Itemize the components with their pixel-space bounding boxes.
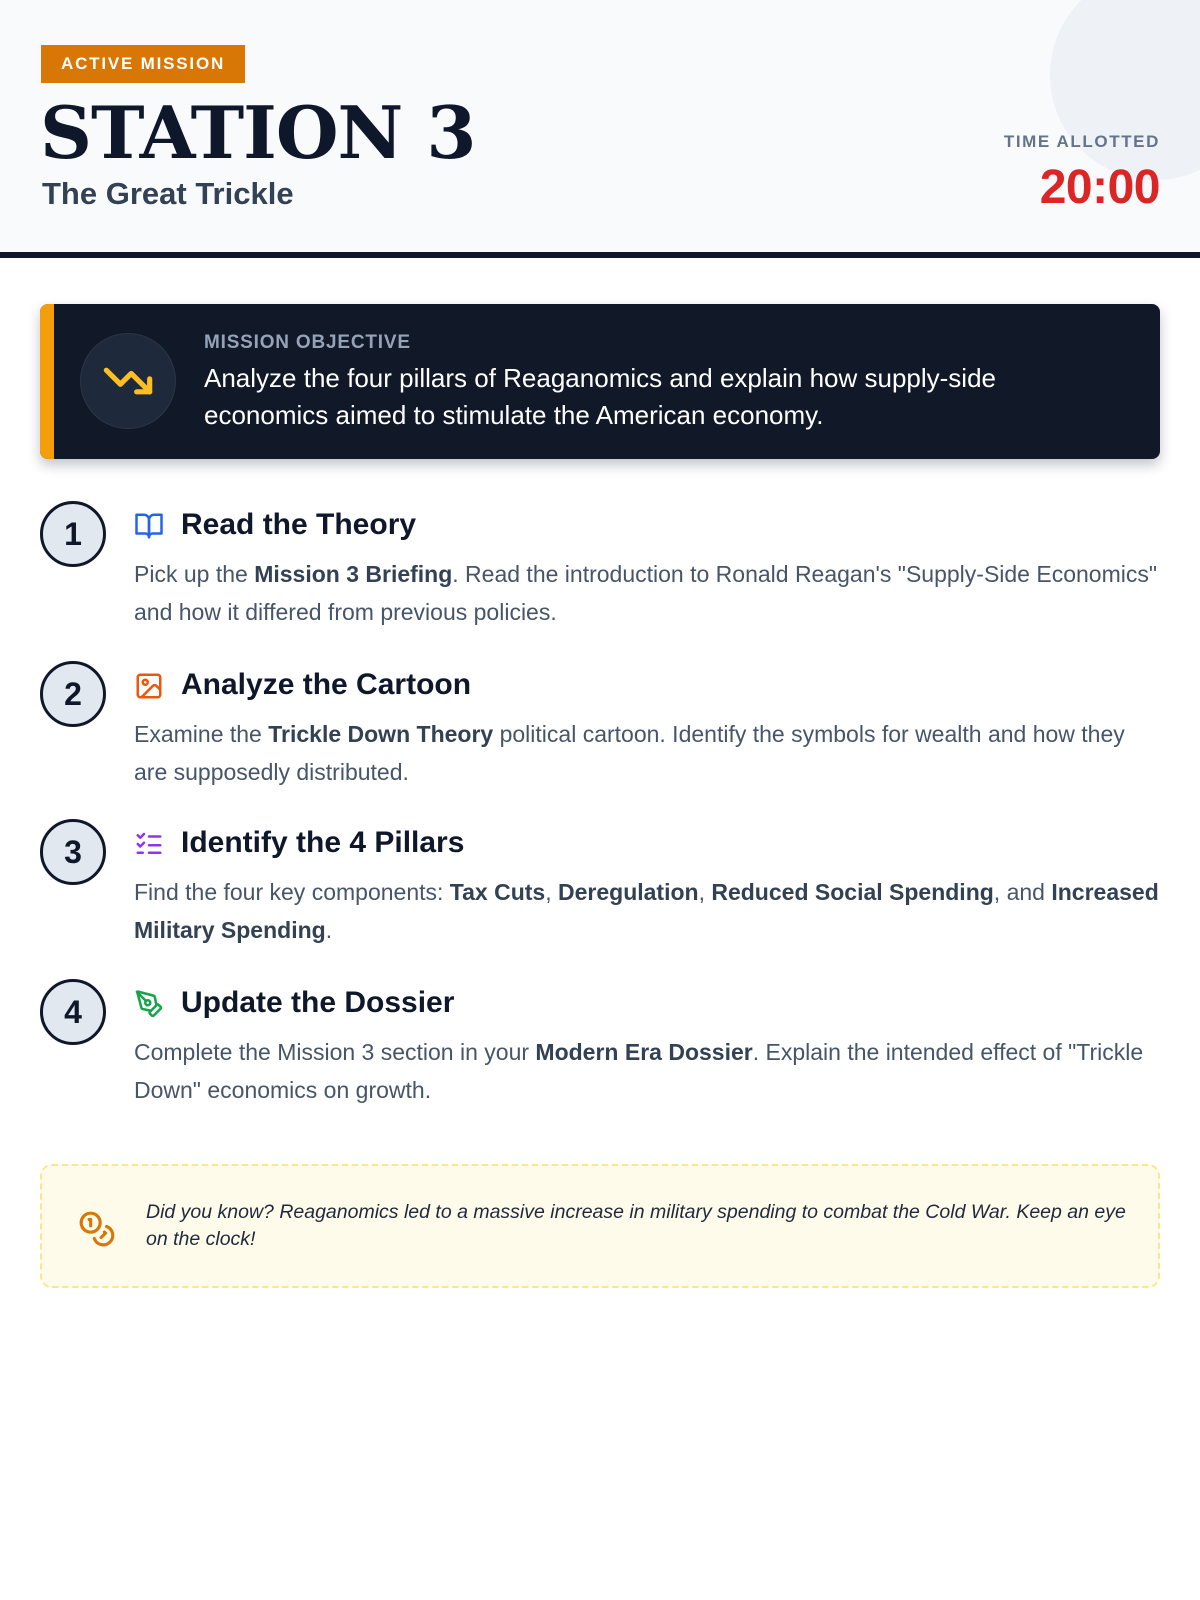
step-description xyxy=(134,555,1160,631)
step-number: 1 xyxy=(40,501,106,567)
emphasis-text: Deregulation xyxy=(558,879,699,905)
objective-text: Analyze the four pillars of Reaganomics and explain how supply-side economics aimed to stimulate the American economy. xyxy=(204,363,996,430)
step-description xyxy=(134,1033,1160,1109)
timer-value: 20:00 xyxy=(1039,161,1160,214)
objective-label: MISSION OBJECTIVE xyxy=(204,332,411,353)
step-title: Identify the 4 Pillars xyxy=(181,826,465,859)
page-title: STATION 3 xyxy=(40,90,476,175)
status-badge: ACTIVE MISSION xyxy=(41,45,245,83)
did-you-know-tip xyxy=(40,1164,1160,1288)
time-label: TIME ALLOTTED xyxy=(1003,132,1160,151)
step-title: Analyze the Cartoon xyxy=(181,668,472,701)
step-title: Update the Dossier xyxy=(181,986,455,1019)
emphasis-text: Reduced Social Spending xyxy=(711,879,994,905)
text-run: , xyxy=(545,879,558,905)
emphasis-text: Trickle Down Theory xyxy=(268,721,494,747)
text-run: Examine the xyxy=(134,721,269,747)
text-run: . Explain the intended effect of "Trickle Down" economics on growth. xyxy=(134,1039,1144,1103)
mission-objective-card xyxy=(40,304,1160,459)
pen-tool-icon xyxy=(134,989,164,1019)
emphasis-text: Tax Cuts xyxy=(449,879,546,905)
text-run: Find the four key components: xyxy=(134,879,450,905)
text-run: . Read the introduction to Ronald Reagan's "Supply-Side Economics" and how it differed from previous policies. xyxy=(134,561,1158,625)
text-run: , and xyxy=(993,879,1052,905)
step-number: 4 xyxy=(40,979,106,1045)
objective-accent-bar xyxy=(40,304,54,459)
decorative-circle xyxy=(1050,0,1200,180)
page-subtitle: The Great Trickle xyxy=(42,176,294,211)
image-icon xyxy=(134,671,164,701)
text-run: Pick up the xyxy=(134,561,255,587)
emphasis-text: Modern Era Dossier xyxy=(535,1039,753,1065)
text-run: . xyxy=(325,917,333,943)
text-run: Complete the Mission 3 section in your xyxy=(134,1039,536,1065)
step-number: 2 xyxy=(40,661,106,727)
coins-icon xyxy=(78,1210,116,1248)
step-description xyxy=(134,715,1160,791)
text-run: political cartoon. Identify the symbols for wealth and how they are supposedly distributed. xyxy=(134,721,1125,785)
text-run: , xyxy=(698,879,712,905)
checklist-icon xyxy=(134,829,164,859)
tip-text: Did you know? Reaganomics led to a massive increase in military spending to combat the Cold War. Keep an eye on the clock! xyxy=(146,1201,1126,1250)
emphasis-text: Increased Military Spending xyxy=(134,879,1159,943)
station-header xyxy=(0,0,1200,258)
step-description xyxy=(134,873,1160,949)
step-number: 3 xyxy=(40,819,106,885)
trending-down-icon xyxy=(80,333,176,429)
emphasis-text: Mission 3 Briefing xyxy=(254,561,453,587)
step-title: Read the Theory xyxy=(181,508,417,541)
book-open-icon xyxy=(134,511,164,541)
